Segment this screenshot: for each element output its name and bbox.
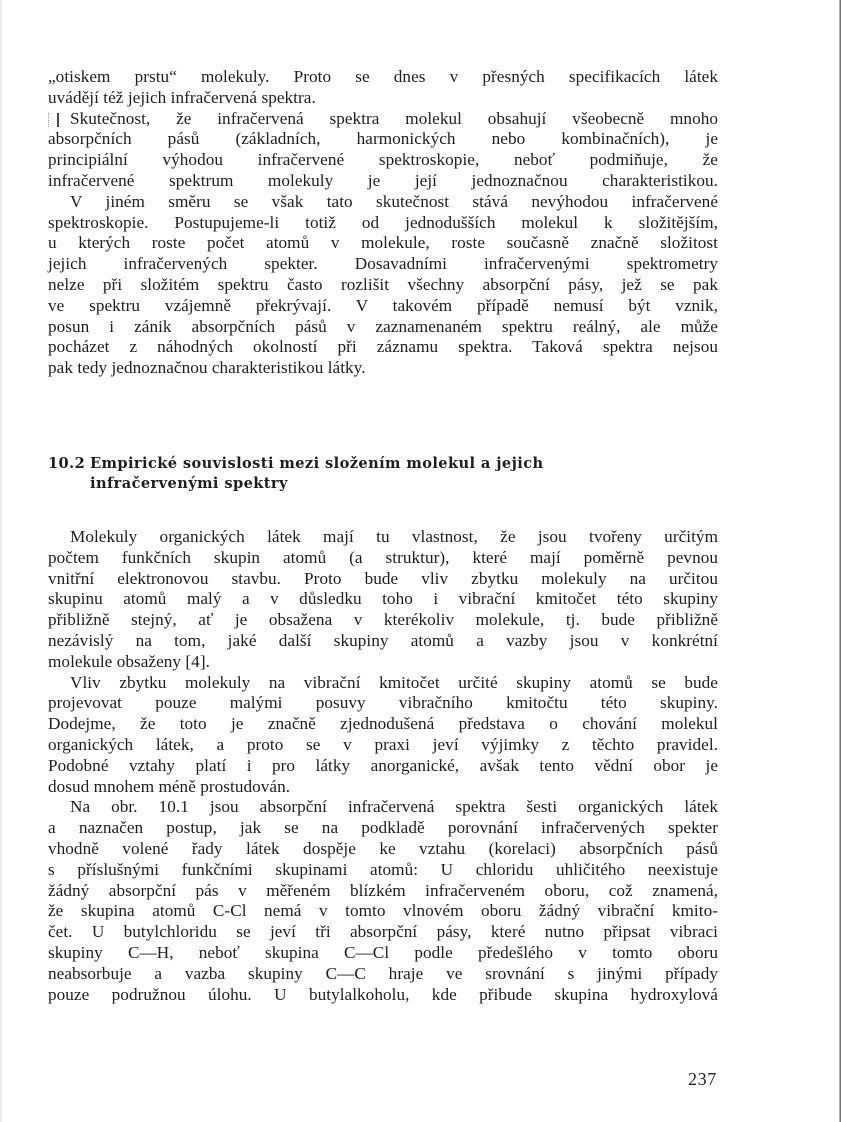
paragraphs-intro [48, 67, 718, 379]
text-line: neabsorbuje a vazba skupiny C—C hraje ve srovnání s jinými případy [48, 963, 718, 983]
text-line: počtem funkčních skupin atomů (a struktur), které mají poměrně pevnou [48, 547, 718, 567]
text-line: nelze při složitém spektru často rozlišit všechny absorpční pásy, jež se pak [48, 274, 718, 294]
text-line: spektroskopie. Postupujeme-li totiž od jednodušších molekul k složitějším, [48, 212, 718, 232]
text-line: molekule obsaženy [4]. [48, 651, 210, 671]
text-line: vhodně volené řady látek dospěje ke vztahu (korelaci) absorpčních pásů [48, 838, 718, 858]
text-line: organických látek, a proto se v praxi jeví výjimky z těchto pravidel. [48, 734, 718, 754]
text-line: dosud mnohem méně prostudován. [48, 776, 291, 796]
text-line: pak tedy jednoznačnou charakteristikou látky. [48, 358, 366, 378]
text-line: Dodejme, že toto je značně zjednodušená představa o chování molekul [48, 714, 718, 734]
text-line: „otiskem prstu“ molekuly. Proto se dnes v přesných specifikacích látek [48, 67, 718, 86]
page-edge-left [0, 0, 3, 1122]
paragraphs-section [48, 527, 718, 1005]
section-title-line2: infračervenými spektry [90, 475, 288, 492]
text-line: Molekuly organických látek mají tu vlastnost, že jsou tvořeny určitým [70, 527, 718, 546]
text-line: přibližně stejný, ať je obsažena v kterékoliv molekule, tj. bude přibližně [48, 610, 718, 630]
section-number: 10.2 [48, 455, 86, 472]
text-line: vnitřní elektronovou stavbu. Proto bude vliv zbytku molekuly na určitou [48, 568, 718, 588]
text-line: Podobné vztahy platí i pro látky anorganické, avšak tento vědní obor je [48, 755, 718, 775]
text-line: uvádějí též jejich infračervená spektra. [48, 87, 316, 107]
section-title-line1: Empirické souvislosti mezi složením molekul a jejich [90, 455, 544, 472]
text-line: čet. U butylchloridu se jeví tři absorpční pásy, které nutno připsat vibraci [48, 922, 718, 942]
text-line: skupiny C—H, neboť skupina C—Cl podle předešlého v tomto oboru [48, 942, 718, 962]
text-line: V jiném směru se však tato skutečnost stává nevýhodou infračervené [70, 191, 718, 211]
section-heading [48, 454, 608, 494]
text-line: absorpčních pásů (základních, harmonických nebo kombinačních), je [48, 129, 718, 149]
text-line: u kterých roste počet atomů v molekule, roste současně značně složitost [48, 233, 718, 253]
text-line: infračervené spektrum molekuly je její jednoznačnou charakteristikou. [48, 170, 718, 190]
text-line: s příslušnými funkčními skupinami atomů: U chloridu uhličitého neexistuje [48, 859, 718, 879]
text-line: ve spektru vzájemně překrývají. V takovém případě nemusí být vznik, [48, 295, 718, 315]
text-line: Na obr. 10.1 jsou absorpční infračervená spektra šesti organických látek [70, 797, 718, 817]
text-line: pouze podružnou úlohu. U butylalkoholu, kde přibude skupina hydroxylová [48, 984, 718, 1004]
text-line: nezávislý na tom, jaké další skupiny atomů a vazby jsou v konkrétní [48, 630, 718, 650]
text-line: principiální výhodou infračervené spektroskopie, neboť podmiňuje, že [48, 150, 718, 170]
text-line: a naznačen postup, jak se na podkladě porovnání infračervených spekter [48, 818, 718, 838]
text-line: posun i zánik absorpčních pásů v zaznamenaném spektru reálný, ale může [48, 316, 718, 336]
text-line: Vliv zbytku molekuly na vibrační kmitočet určité skupiny atomů se bude [70, 672, 718, 692]
text-line: pocházet z náhodných okolností při záznamu spektra. Taková spektra nejsou [48, 337, 718, 357]
text-line: skupinu atomů malý a v důsledku toho i vibrační kmitočet této skupiny [48, 589, 718, 609]
text-line: Skutečnost, že infračervená spektra molekul obsahují všeobecně mnoho [70, 108, 718, 128]
text-line: projevovat pouze malými posuvy vibračního kmitočtu této skupiny. [48, 693, 718, 713]
text-line: žádný absorpční pás v měřeném blízkém infračerveném oboru, což znamená, [48, 880, 718, 900]
text-line: že skupina atomů C-Cl nemá v tomto vlnovém oboru žádný vibrační kmito- [48, 901, 718, 921]
text-line: jejich infračervených spekter. Dosavadními infračervenými spektrometry [48, 254, 718, 274]
page-number: 237 [688, 1069, 717, 1089]
